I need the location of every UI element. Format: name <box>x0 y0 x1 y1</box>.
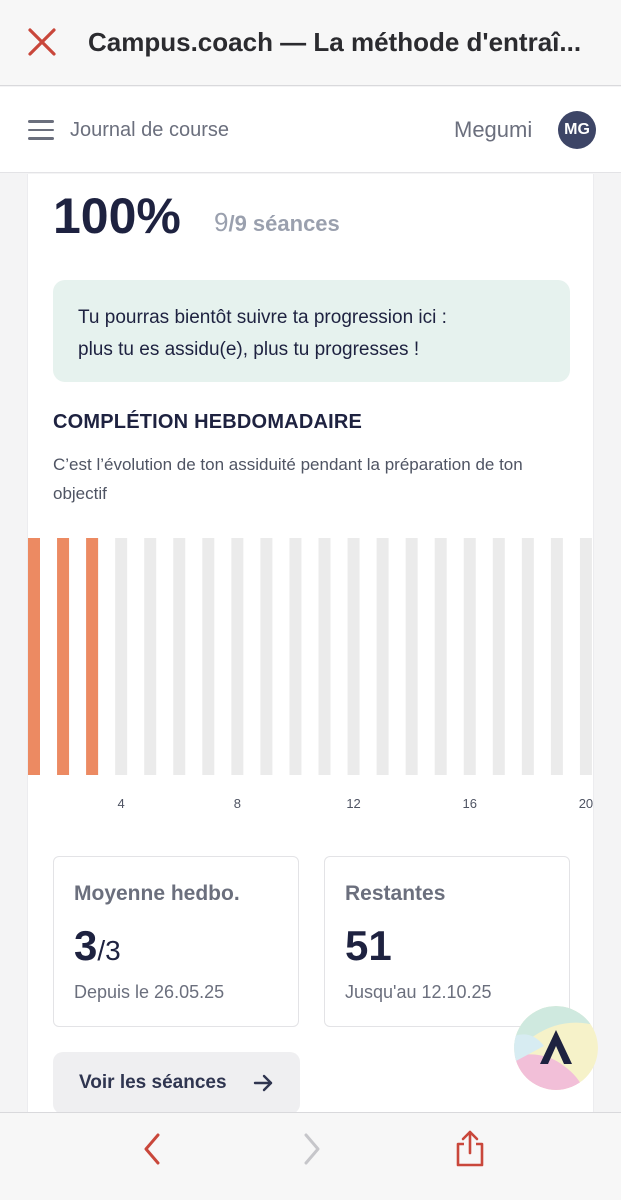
see-sessions-button[interactable] <box>53 1052 300 1112</box>
chart-bar-track <box>231 538 243 775</box>
chart-bar-track <box>348 538 360 775</box>
average-number: 3 <box>74 922 98 969</box>
browser-bottom-toolbar <box>0 1112 621 1200</box>
remaining-value: 51 <box>345 922 392 969</box>
weekly-subtitle: C’est l’évolution de ton assiduité pendant la préparation de ton objectif <box>53 455 523 503</box>
avatar[interactable]: MG <box>558 111 596 149</box>
username[interactable]: Megumi <box>454 117 533 142</box>
notice-line-1: Tu pourras bientôt suivre ta progression ici : <box>78 307 447 328</box>
chart-bar-track <box>551 538 563 775</box>
section-title: Journal de course <box>70 119 229 141</box>
chart-bar-track <box>580 538 592 775</box>
chart-bar-track <box>289 538 301 775</box>
remaining-stat-card <box>324 856 570 1027</box>
weekly-title: COMPLÉTION HEBDOMADAIRE <box>53 411 363 433</box>
chart-bar-track <box>319 538 331 775</box>
chevron-right-icon <box>296 1131 326 1167</box>
chart-bar-track <box>522 538 534 775</box>
completion-percent: 100% <box>53 188 181 244</box>
chevron-left-icon <box>138 1131 168 1167</box>
arrow-right-icon <box>252 1072 274 1094</box>
chart-tick-label: 12 <box>346 796 361 811</box>
forward-button[interactable] <box>296 1131 326 1167</box>
chart-bar <box>57 538 69 775</box>
chart-tick-label: 4 <box>117 796 125 811</box>
remaining-until: Jusqu'au 12.10.25 <box>345 982 492 1002</box>
chart-bar-track <box>435 538 447 775</box>
average-stat-card <box>53 856 299 1027</box>
progress-notice <box>53 280 570 382</box>
chart-bar-track <box>260 538 272 775</box>
chart-bar-track <box>115 538 127 775</box>
chart-bar-track <box>406 538 418 775</box>
chart-tick-label: 20 <box>578 796 594 811</box>
chart-tick-label: 8 <box>233 796 241 811</box>
chart-bar <box>28 538 40 775</box>
close-icon <box>24 24 60 60</box>
chart-bar-track <box>377 538 389 775</box>
sessions-done: 9 <box>214 207 229 237</box>
back-button[interactable] <box>138 1131 168 1167</box>
weekly-chart <box>28 534 594 814</box>
chart-bar-track <box>493 538 505 775</box>
close-button[interactable] <box>24 24 60 60</box>
see-sessions-label: Voir les séances <box>79 1072 227 1093</box>
chart-bar <box>86 538 98 775</box>
app-header <box>0 87 621 173</box>
chart-tick-label: 16 <box>462 796 477 811</box>
notice-line-2: plus tu es assidu(e), plus tu progresses ! <box>78 339 420 360</box>
average-value <box>74 921 121 976</box>
chart-bar-track <box>144 538 156 775</box>
chart-bar-track <box>173 538 185 775</box>
chart-bar-track <box>464 538 476 775</box>
browser-top-bar <box>0 0 621 86</box>
sessions-count <box>214 208 340 238</box>
average-denominator: /3 <box>97 935 121 966</box>
menu-icon[interactable] <box>28 120 54 140</box>
remaining-label: Restantes <box>345 882 446 905</box>
page-title: Campus.coach — La méthode d'entraî... <box>88 27 582 57</box>
progress-card <box>27 174 594 1112</box>
sessions-total: /9 séances <box>228 211 340 236</box>
share-icon <box>454 1129 486 1169</box>
campus-coach-logo-icon <box>514 1006 598 1090</box>
campus-coach-fab[interactable] <box>514 1006 598 1090</box>
average-since: Depuis le 26.05.25 <box>74 982 225 1002</box>
chart-bar-track <box>202 538 214 775</box>
average-label: Moyenne hedbo. <box>74 882 240 905</box>
share-button[interactable] <box>454 1129 486 1169</box>
